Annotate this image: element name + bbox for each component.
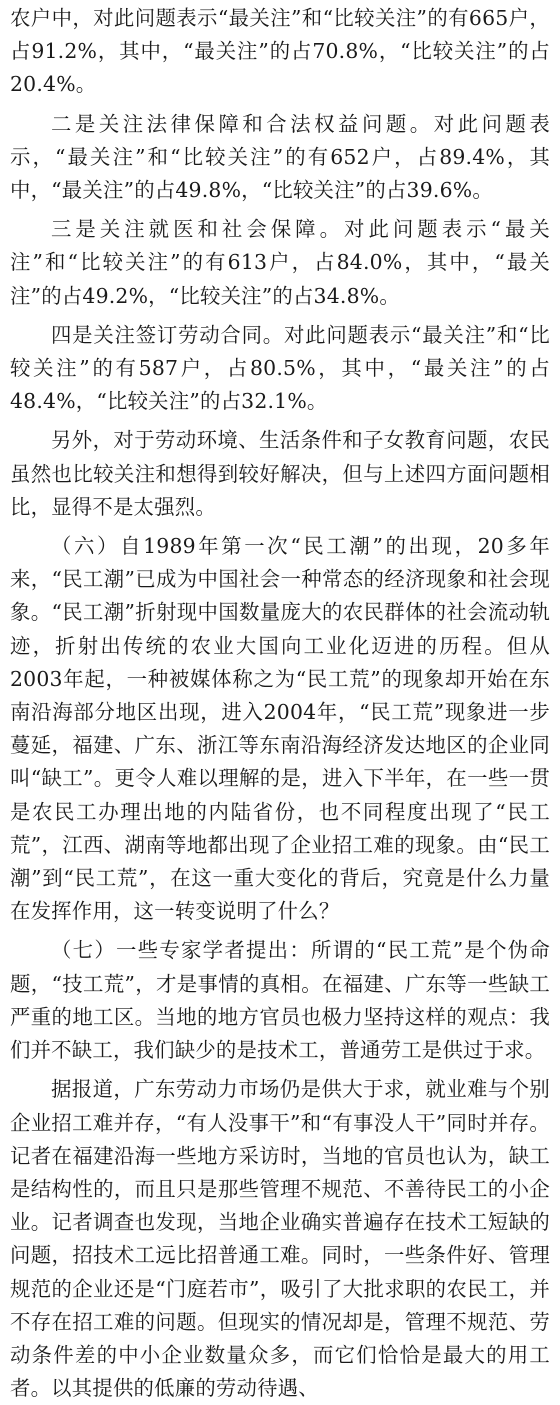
paragraph-labor-contract: 四是关注签订劳动合同。对此问题表示“最关注”和“比较关注”的有587户，占80.5%，其中，“最关注”的占48.4%，“比较关注”的占32.1%。: [10, 322, 550, 414]
paragraph-legal-protection: 二是关注法律保障和合法权益问题。对此问题表示，“最关注”和“比较关注”的有652户，占89.4%，其中，“最关注”的占49.8%，“比较关注”的占39.6%。: [10, 111, 550, 203]
paragraph-section-six: （六）自1989年第一次“民工潮”的出现，20多年来，“民工潮”已成为中国社会一种常态的经济现象和社会现象。“民工潮”折射现中国数量庞大的农民群体的社会流动轨迹，折射出传统的农业大国向工业化迈进的历程。但从2003年起，一种被媒体称之为“民工荒”的现象却开始在东南沿海部分地区出现，进入2004年，“民工荒”现象进一步蔓延，福建、广东、浙江等东南沿海经济发达地区的企业同叫“缺工”。更令人难以理解的是，进入下半年，在一些一贯是农民工办理出地的内陆省份，也不同程度出现了“民工荒”，江西、湖南等地都出现了企业招工难的现象。由“民工潮”到“民工荒”，在这一重大变化的背后，究竟是什么力量在发挥作用，这一转变说明了什么？: [10, 534, 550, 924]
paragraph-news-report: 据报道，广东劳动力市场仍是供大于求，就业难与个别企业招工难并存，“有人没事干”和“有事没人干”同时并存。记者在福建沿海一些地方采访时，当地的官员也认为，缺工是结构性的，而且只是那些管理不规范、不善待民工的小企业。记者调查也发现，当地企业确实普遍存在技术工短缺的问题，招技术工远比招普通工难。同时，一些条件好、管理规范的企业还是“门庭若市”，吸引了大批求职的农民工，并不存在招工难的问题。但现实的情况却是，管理不规范、劳动条件差的中小企业数量众多，而它们恰恰是最大的用工者。以其提供的低廉的劳动待遇、: [10, 1077, 550, 1401]
paragraph-section-seven: （七）一些专家学者提出：所谓的“民工荒”是个伪命题，“技工荒”，才是事情的真相。在福建、广东等一些缺工严重的地工区。当地的地方官员也极力坚持这样的观点：我们并不缺工，我们缺少的是技术工，普通劳工是供过于求。: [10, 938, 550, 1063]
paragraph-continuation: 农户中，对此问题表示“最关注”和“比较关注”的有665户，占91.2%，其中，“最关注”的占70.8%，“比较关注”的占20.4%。: [10, 6, 550, 97]
paragraph-other-concerns: 另外，对于劳动环境、生活条件和子女教育问题，农民虽然也比较关注和想得到较好解决，但与上述四方面问题相比，显得不是太强烈。: [10, 428, 550, 519]
paragraph-medical-social-security: 三是关注就医和社会保障。对此问题表示“最关注”和“比较关注”的有613户，占84.0%，其中，“最关注”的占49.2%，“比较关注”的占34.8%。: [10, 217, 550, 308]
